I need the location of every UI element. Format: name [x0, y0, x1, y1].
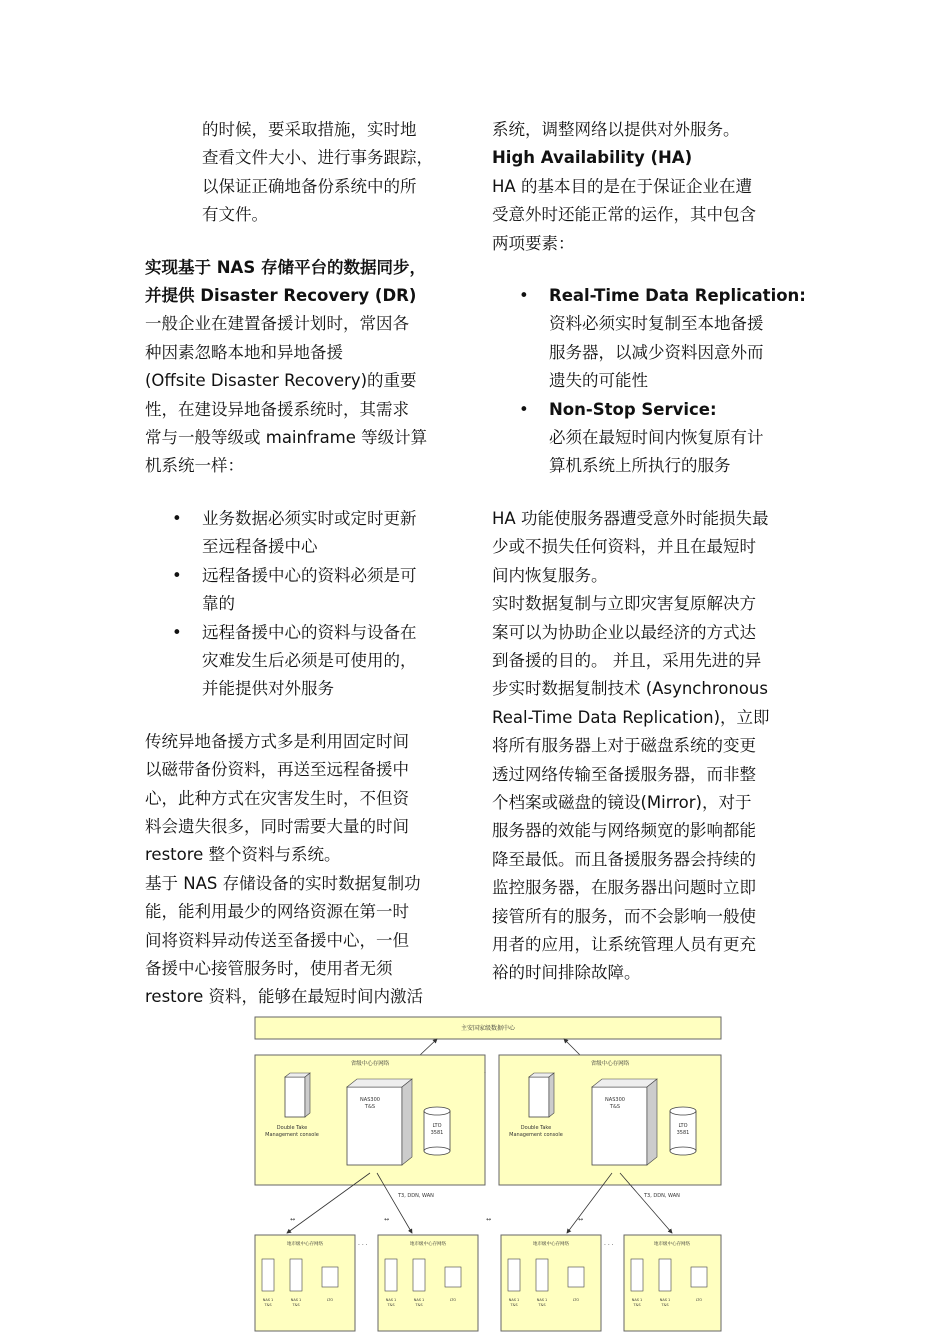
svg-text:· · ·: · · · [604, 1242, 614, 1249]
svg-text:NAS 1: NAS 1 [536, 1298, 548, 1302]
dr-requirements-list [145, 505, 465, 704]
sub-center-2 [378, 1235, 478, 1331]
list-item: • 远程备援中心的资料与设备在 灾难发生后必须是可使用的， 并能提供对外服务 [145, 619, 465, 704]
continued-line: 系统，调整网络以提供对外服务。 [492, 120, 740, 139]
link-label-left: T3, DDN, WAN [398, 1193, 434, 1199]
svg-text:NAS300: NAS300 [605, 1097, 625, 1103]
svg-text:↔: ↔ [384, 1216, 390, 1223]
console-server-icon [529, 1073, 554, 1117]
svg-text:T&S: T&S [538, 1303, 546, 1307]
svg-text:NAS 1: NAS 1 [631, 1298, 643, 1302]
svg-text:NAS 1: NAS 1 [659, 1298, 671, 1302]
svg-text:T&S: T&S [364, 1104, 376, 1110]
list-item: • 业务数据必须实时或定时更新 至远程备援中心 [145, 505, 465, 562]
list-item: • Non-Stop Service: 必须在最短时间内恢复原有计 算机系统上所执行的服务 [492, 396, 812, 481]
network-architecture-diagram [252, 1015, 724, 1335]
svg-text:Management console: Management console [509, 1132, 563, 1138]
svg-text:LTO: LTO [572, 1298, 580, 1302]
svg-text:LTO: LTO [695, 1298, 703, 1302]
svg-text:Double Take: Double Take [520, 1125, 552, 1131]
svg-text:T&S: T&S [661, 1303, 669, 1307]
svg-text:T&S: T&S [292, 1303, 300, 1307]
nas-server-icon [592, 1079, 657, 1165]
svg-text:LTO: LTO [326, 1298, 334, 1302]
svg-text:NAS 1: NAS 1 [290, 1298, 302, 1302]
sub-center-1 [255, 1235, 355, 1331]
svg-text:LTO: LTO [432, 1123, 442, 1129]
svg-text:NAS300: NAS300 [360, 1097, 380, 1103]
left-column [145, 116, 465, 1012]
svg-text:↔: ↔ [578, 1216, 584, 1223]
dr-intro-paragraph: 一般企业在建置备援计划时，常因各 种因素忽略本地和异地备援 (Offsite Disaster Recovery)的重要 性，在建设异地备援系统时，其需求 常与一般等级或 mainframe 等级计算 机系统一样： [145, 314, 428, 476]
svg-text:T&S: T&S [510, 1303, 518, 1307]
svg-text:T&S: T&S [387, 1303, 395, 1307]
provincial-center-right [499, 1055, 721, 1185]
svg-text:Double Take: Double Take [276, 1125, 308, 1131]
list-item: • 远程备援中心的资料必须是可 靠的 [145, 562, 465, 619]
svg-text:NAS 1: NAS 1 [413, 1298, 425, 1302]
svg-text:T&S: T&S [609, 1104, 621, 1110]
svg-text:Management console: Management console [265, 1132, 319, 1138]
nas-replication-paragraph: 基于 NAS 存储设备的实时数据复制功 能，能利用最少的网络资源在第一时 间将资料异动传送至备援中心，一但 备援中心接管服务时，使用者无须 restore 资料，能够在最短时间内激活 [145, 873, 424, 1007]
ha-intro-paragraph: HA 的基本目的是在于保证企业在遭 受意外时还能正常的运作，其中包含 两项要素： [492, 176, 756, 253]
provincial-center-left [255, 1055, 485, 1185]
svg-text:NAS 1: NAS 1 [385, 1298, 397, 1302]
ha-function-paragraph: HA 功能使服务器遭受意外时能损失最 少或不损失任何资料，并且在最短时 间内恢复服务。 [492, 508, 769, 585]
svg-text:↔: ↔ [486, 1216, 492, 1223]
traditional-backup-paragraph: 传统异地备援方式多是利用固定时间 以磁带备份资料，再送至远程备援中 心，此种方式在灾害发生时，不但资 料会遗失很多，同时需要大量的时间 restore 整个资料与系统。 [145, 731, 409, 865]
svg-text:地市级中心存网络: 地市级中心存网络 [287, 1242, 323, 1247]
svg-text:LTO: LTO [449, 1298, 457, 1302]
svg-text:·: · [484, 1070, 486, 1077]
svg-text:地市级中心存网络: 地市级中心存网络 [533, 1242, 569, 1247]
ha-elements-list [492, 282, 812, 481]
svg-text:T&S: T&S [264, 1303, 272, 1307]
svg-text:地市级中心存网络: 地市级中心存网络 [654, 1242, 690, 1247]
national-data-center-label: 主安国家级数据中心 [460, 1025, 516, 1032]
svg-text:T&S: T&S [633, 1303, 641, 1307]
section-heading-dr: 实现基于 NAS 存储平台的数据同步， 并提供 Disaster Recovery (DR) [145, 257, 426, 306]
sub-center-3 [501, 1235, 601, 1331]
svg-text:LTO: LTO [678, 1123, 688, 1129]
svg-text:NAS 1: NAS 1 [508, 1298, 520, 1302]
svg-text:3581: 3581 [676, 1130, 690, 1136]
svg-text:省级中心存网络: 省级中心存网络 [590, 1061, 630, 1067]
svg-text:NAS 1: NAS 1 [262, 1298, 274, 1302]
replication-solution-paragraph: 实时数据复制与立即灾害复原解决方 案可以为协助企业以最经济的方式达 到备援的目的。 并且，采用先进的异 步实时数据复制技术 (Asynchronous Real-Time Data Replication)，立即 将所有服务器上对于磁盘系统的变更 透过网络传输至备援服务器，而非整 个档案或磁盘的镜设(Mirror)，对于 服务器的效能与网络频宽的影响都能 降至最低。而且备援服务器会持续的 监控服务器，在服务器出问题时立即 接管所有的服务，而不会影响一般使 用者的应用，让系统管理人员有更充 裕的时间排除故障。 [492, 594, 770, 983]
section-heading-ha: High Availability (HA) [492, 148, 693, 168]
svg-text:地市级中心存网络: 地市级中心存网络 [410, 1242, 446, 1247]
continued-paragraph: 的时候，要采取措施，实时地 查看文件大小、进行事务跟踪， 以保证正确地备份系统中的所 有文件。 [202, 120, 433, 225]
sub-center-4 [624, 1235, 721, 1331]
link-label-right: T3, DDN, WAN [644, 1193, 680, 1199]
right-column [492, 116, 812, 988]
svg-text:· · ·: · · · [358, 1242, 368, 1249]
svg-text:省级中心存网络: 省级中心存网络 [350, 1061, 390, 1067]
svg-text:↔: ↔ [290, 1216, 296, 1223]
console-server-icon [285, 1073, 310, 1117]
nas-server-icon [347, 1079, 412, 1165]
svg-text:3581: 3581 [430, 1130, 444, 1136]
svg-text:T&S: T&S [415, 1303, 423, 1307]
list-item: • Real-Time Data Replication: 资料必须实时复制至本地备援 服务器，以减少资料因意外而 遗失的可能性 [492, 282, 812, 396]
